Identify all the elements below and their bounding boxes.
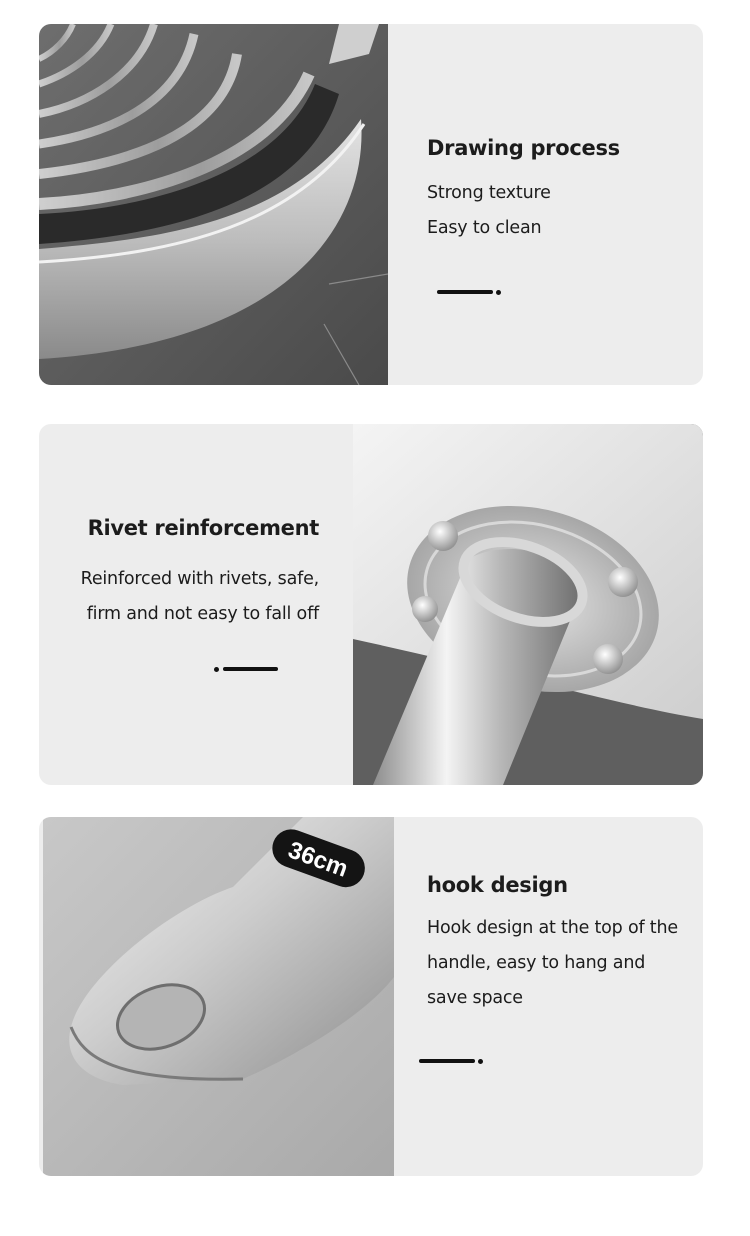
section-title: Drawing process [427, 136, 620, 160]
feature-card-rivet-reinforcement [39, 424, 703, 785]
decorative-divider [419, 1058, 489, 1064]
rivet-reinforcement-text [59, 516, 319, 632]
hook-design-text [427, 873, 697, 1016]
section-line: Hook design at the top of the [427, 918, 678, 938]
section-line: firm and not easy to fall off [86, 604, 319, 624]
section-title: hook design [427, 873, 568, 897]
feature-card-drawing-process [39, 24, 703, 385]
section-line: Strong texture [427, 183, 551, 203]
section-line: Easy to clean [427, 218, 542, 238]
section-line: save space [427, 988, 523, 1008]
drawing-process-text [427, 136, 687, 246]
riveted-handle-image [353, 424, 703, 785]
section-line: Reinforced with rivets, safe, [80, 569, 319, 589]
stacked-pans-image [39, 24, 388, 385]
feature-card-hook-design [39, 817, 703, 1176]
decorative-divider [214, 666, 279, 672]
decorative-divider [437, 289, 507, 295]
section-title: Rivet reinforcement [87, 516, 319, 540]
section-line: handle, easy to hang and [427, 953, 646, 973]
hook-handle-image [43, 817, 394, 1176]
handle-size-badge: 36cm [284, 836, 352, 883]
